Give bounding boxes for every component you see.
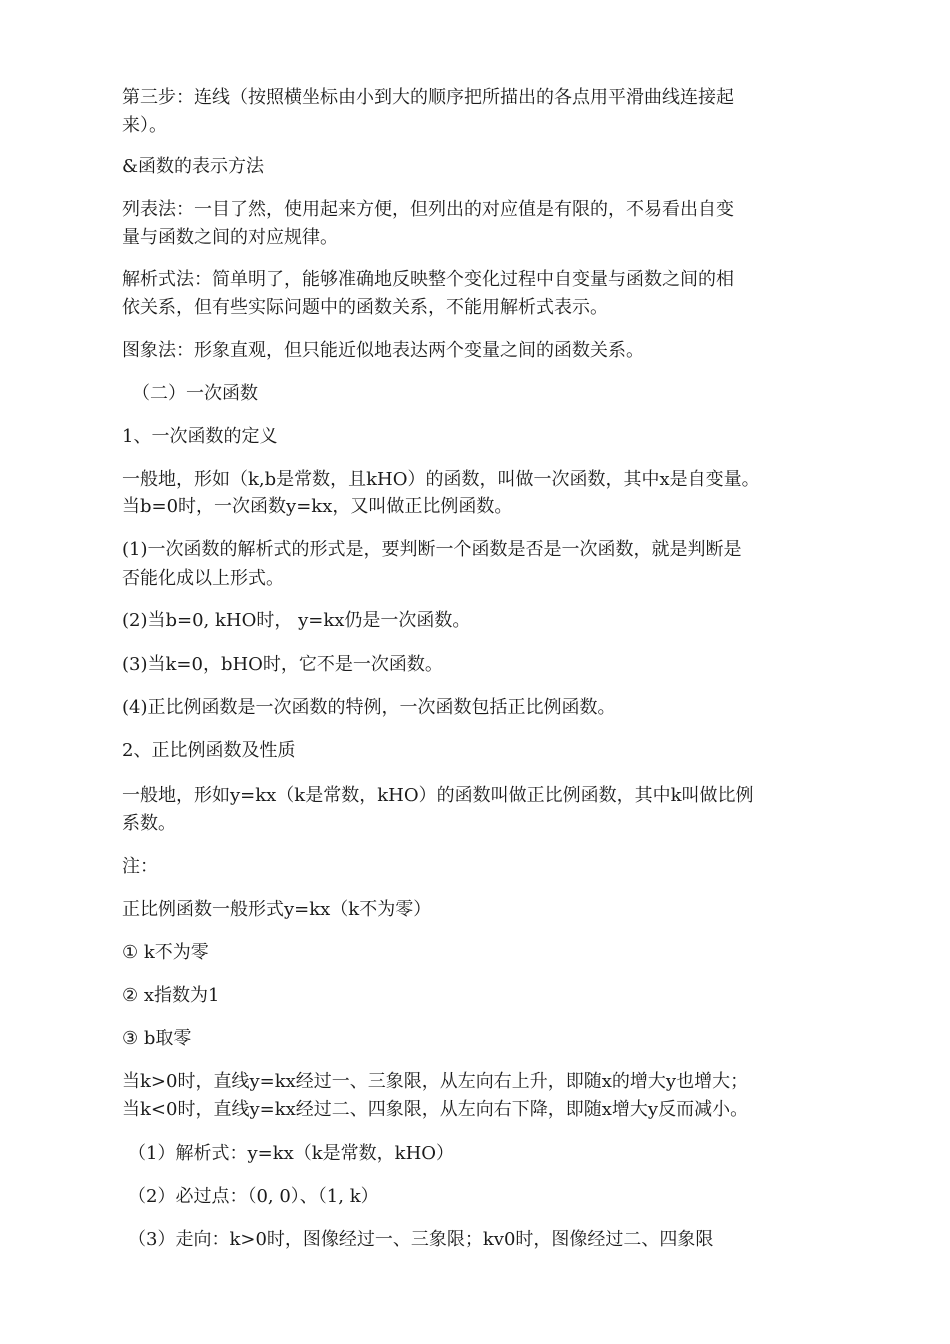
section-heading: &函数的表示方法 <box>122 156 265 177</box>
list-item: (1)一次函数的解析式的形式是，要判断一个函数是否是一次函数，就是判断是 <box>122 539 742 560</box>
list-item: ③ b取零 <box>122 1028 192 1049</box>
text-line: 系数。 <box>122 813 176 834</box>
text-line: 来）。 <box>122 115 167 136</box>
text-line: 当k>0时，直线y=kx经过一、三象限，从左向右上升，即随x的增大y也增大； <box>122 1071 749 1092</box>
list-item: （3）走向：k>0时，图像经过一、三象限；kv0时，图像经过二、四象限 <box>128 1229 714 1250</box>
text-line: 第三步：连线（按照横坐标由小到大的顺序把所描出的各点用平滑曲线连接起 <box>122 87 734 108</box>
text-line: 依关系，但有些实际问题中的函数关系，不能用解析式表示。 <box>122 297 608 318</box>
list-item: (4)正比例函数是一次函数的特例，一次函数包括正比例函数。 <box>122 697 616 718</box>
section-heading: 2、正比例函数及性质 <box>122 740 296 761</box>
section-heading: 1、一次函数的定义 <box>122 426 278 447</box>
text-line: 注： <box>122 856 158 877</box>
list-item: (2)当b=0, kHO时， y=kx仍是一次函数。 <box>122 610 471 631</box>
text-line: 一般地，形如（k,b是常数，且kHO）的函数，叫做一次函数，其中x是自变量。 <box>122 469 760 490</box>
section-heading: （二）一次函数 <box>132 383 258 404</box>
text-line: 当k<0时，直线y=kx经过二、四象限，从左向右下降，即随x增大y反而减小。 <box>122 1099 749 1120</box>
text-line: 一般地，形如y=kx（k是常数，kHO）的函数叫做正比例函数，其中k叫做比例 <box>122 785 754 806</box>
text-line: 列表法：一目了然，使用起来方便，但列出的对应值是有限的，不易看出自变 <box>122 199 734 220</box>
list-item: ② x指数为1 <box>122 985 220 1006</box>
text-line: 图象法：形象直观，但只能近似地表达两个变量之间的函数关系。 <box>122 340 644 361</box>
text-line: 否能化成以上形式。 <box>122 568 284 589</box>
text-line: 量与函数之间的对应规律。 <box>122 227 338 248</box>
text-line: 当b=0时，一次函数y=kx，又叫做正比例函数。 <box>122 496 513 517</box>
list-item: （1）解析式：y=kx（k是常数，kHO） <box>128 1143 455 1164</box>
list-item: ① k不为零 <box>122 942 209 963</box>
text-line: 正比例函数一般形式y=kx（k不为零） <box>122 899 432 920</box>
list-item: (3)当k=0，bHO时，它不是一次函数。 <box>122 654 443 675</box>
text-line: 解析式法：简单明了，能够准确地反映整个变化过程中自变量与函数之间的相 <box>122 269 734 290</box>
list-item: （2）必过点：（0, 0）、（1, k） <box>128 1186 379 1207</box>
